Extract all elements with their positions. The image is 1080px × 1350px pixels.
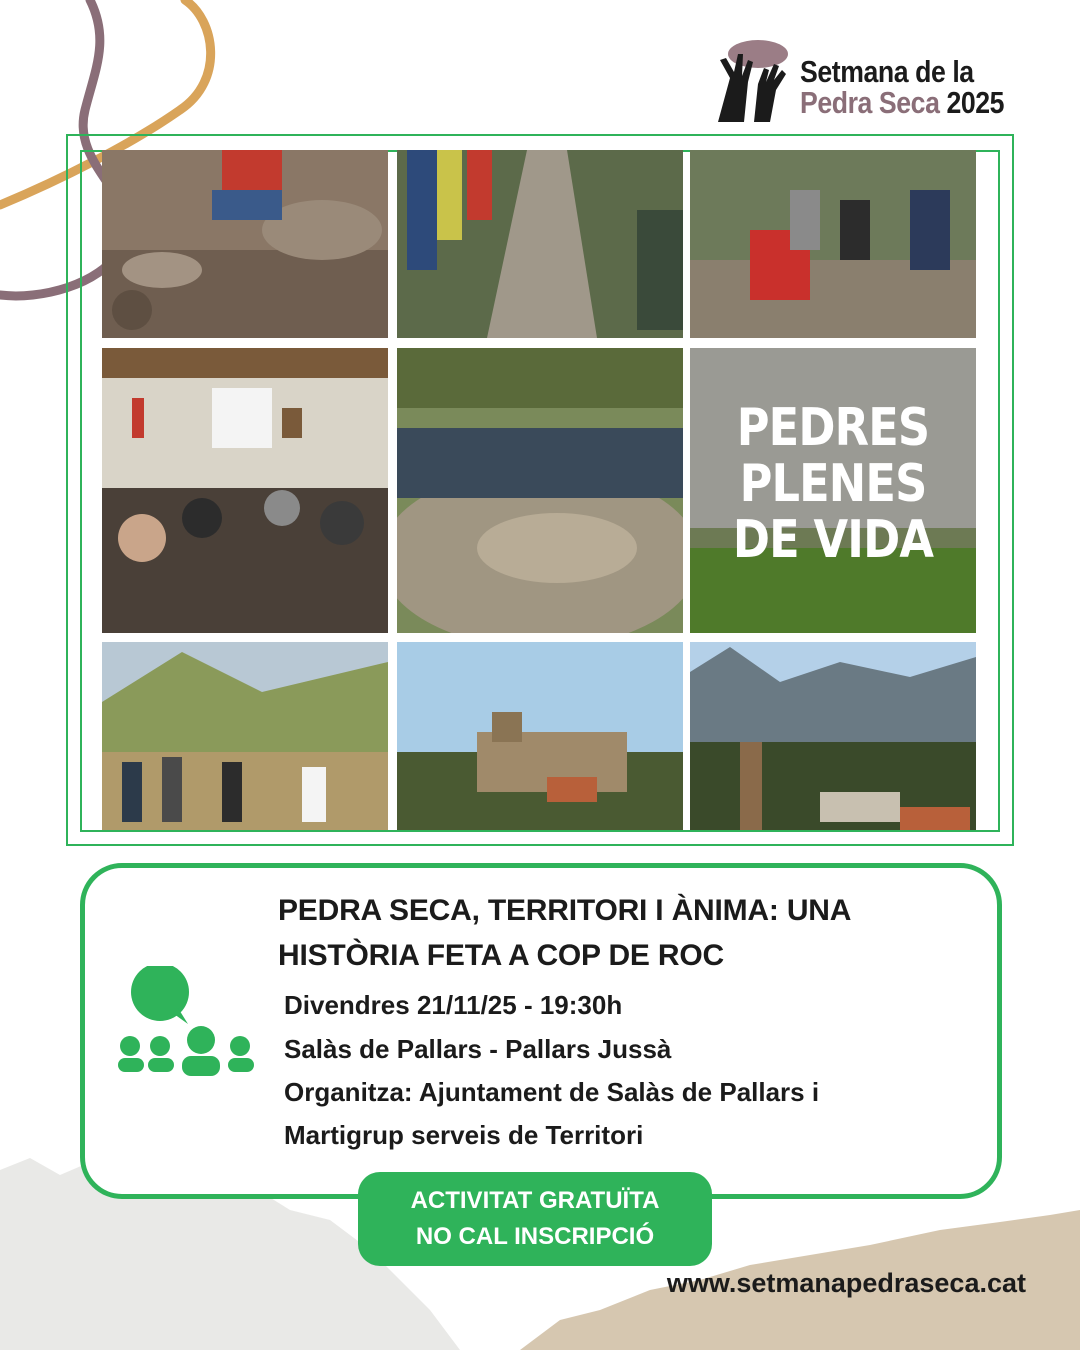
hands-holding-stone-icon: [708, 38, 794, 122]
stone-work-photo: [102, 150, 388, 338]
event-date: Divendres 21/11/25 - 19:30h: [284, 990, 623, 1020]
wall-repair-photo: [690, 150, 976, 338]
indoor-talk-photo: [102, 348, 388, 633]
logo-year: 2025: [946, 85, 1005, 120]
village-tower-photo: [690, 642, 976, 830]
poster-title: [710, 400, 956, 568]
village-photo: [397, 642, 683, 830]
poster-line1: PEDRES: [736, 398, 930, 458]
group-talk-icon: [116, 966, 256, 1076]
event-organizer-line2: Martigrup serveis de Territori: [284, 1120, 644, 1150]
free-activity-badge: [358, 1172, 712, 1266]
poster-line2: PLENES: [739, 454, 927, 514]
path-building-photo: [397, 150, 683, 338]
group-circle-photo: [397, 348, 683, 633]
event-organizer-line1: Organitza: Ajuntament de Salàs de Pallars i: [284, 1077, 820, 1107]
logo-title-line1: Setmana de la: [800, 54, 974, 89]
event-place: Salàs de Pallars - Pallars Jussà: [284, 1034, 672, 1064]
website-link[interactable]: www.setmanapedraseca.cat: [666, 1268, 1026, 1298]
field-group-photo: [102, 642, 388, 830]
cta-line1: ACTIVITAT GRATUÏTA: [410, 1187, 660, 1214]
logo-title-line2: [800, 87, 1004, 118]
event-title: PEDRA SECA, TERRITORI I ÀNIMA: UNA HISTÒRIA FETA A COP DE ROC: [278, 894, 851, 972]
poster-line3: DE VIDA: [732, 510, 934, 570]
event-logo: [708, 38, 1028, 128]
cta-line2: NO CAL INSCRIPCIÓ: [415, 1223, 655, 1250]
poster-panel: [690, 348, 976, 633]
logo-accent-text: Pedra Seca: [800, 85, 940, 120]
